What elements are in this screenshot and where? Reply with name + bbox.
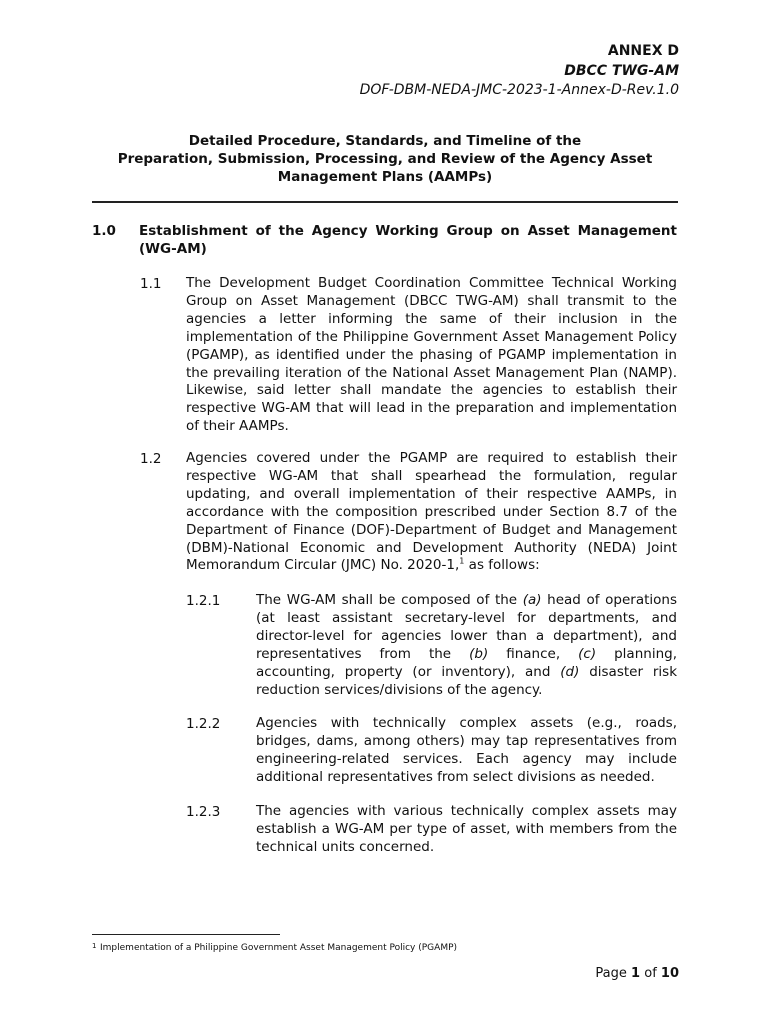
page-of: of [644, 966, 657, 981]
footnote-divider [92, 934, 280, 935]
title-line-2: Preparation, Submission, Processing, and Review of the Agency Asset [117, 151, 653, 167]
item-number-1-2: 1.2 [140, 451, 162, 467]
segment-1: The WG-AM shall be composed of the [256, 592, 523, 608]
title-divider [92, 201, 678, 203]
marker-a: (a) [522, 592, 542, 608]
title-line-3: Management Plans (AAMPs) [277, 169, 493, 185]
item-text-1-2-end: as follows: [464, 557, 540, 574]
footnote-reference[interactable]: 1 [459, 556, 465, 566]
segment-5: disaster risk reduction services/divisions of the agency. [256, 663, 678, 698]
item-text-1-2-1 [256, 592, 677, 699]
section-number: 1.0 [92, 223, 116, 239]
item-number-1-2-2: 1.2.2 [186, 716, 221, 732]
document-title [92, 132, 678, 186]
total-pages: 10 [660, 966, 679, 981]
group-label: DBCC TWG-AM [564, 63, 679, 79]
item-text-1-2-2: Agencies with technically complex assets (e.g., roads, bridges, dams, among others) may tap representatives from engineering-related services. Each agency may include additional representatives from select divisions as needed. [256, 715, 677, 785]
item-text-1-2-3: The agencies with various technically complex assets may establish a WG-AM per type of asset, with members from the technical units concerned. [256, 803, 677, 855]
marker-b: (b) [469, 645, 489, 662]
item-text-1-2-body: Agencies covered under the PGAMP are required to establish their respective WG-AM that shall spearhead the formulation, regular updating, and overall implementation of their respective AAMPs, in accordance with the composition prescribed under Section 8.7 of the Department of Finance (DOF)-Department of Budget and Management (DBM)-National Economic and Development Authority (NEDA) Joint Memorandum Circular (JMC) No. 2020-1, [186, 450, 677, 574]
page-label: Page [595, 966, 627, 981]
title-line-1: Detailed Procedure, Standards, and Timeline of the [188, 133, 582, 149]
annex-label: ANNEX D [607, 43, 679, 59]
marker-d: (d) [560, 663, 580, 680]
item-number-1-1: 1.1 [140, 276, 162, 292]
segment-4: planning, accounting, property (or inventory), and [256, 645, 677, 680]
footnote-mark: 1 [92, 942, 97, 950]
document-reference: DOF-DBM-NEDA-JMC-2023-1-Annex-D-Rev.1.0 [359, 82, 679, 98]
footnote-text: Implementation of a Philippine Government Asset Management Policy (PGAMP) [100, 943, 458, 953]
item-text-1-2 [186, 450, 677, 575]
item-number-1-2-1: 1.2.1 [186, 593, 221, 609]
segment-3: finance, [488, 645, 579, 662]
current-page: 1 [631, 966, 641, 981]
section-title: Establishment of the Agency Working Group on Asset Management (WG-AM) [139, 223, 677, 257]
page-indicator [595, 965, 679, 983]
item-number-1-2-3: 1.2.3 [186, 804, 221, 820]
item-text-1-1: The Development Budget Coordination Committee Technical Working Group on Asset Management (DBCC TWG-AM) shall transmit to the agencies a letter informing the same of their inclusion in the implementation of the Philippine Government Asset Management Policy (PGAMP), as identified under the phasing of PGAMP implementation in the prevailing iteration of the National Asset Management Plan (NAMP). Likewise, said letter shall mandate the agencies to establish their respective WG-AM that will lead in the preparation and implementation of their AAMPs. [186, 275, 677, 435]
segment-2: head of operations (at least assistant secretary-level for departments, and director-level for agencies lower than a department), and representatives from the [256, 592, 677, 662]
marker-c: (c) [578, 645, 597, 662]
